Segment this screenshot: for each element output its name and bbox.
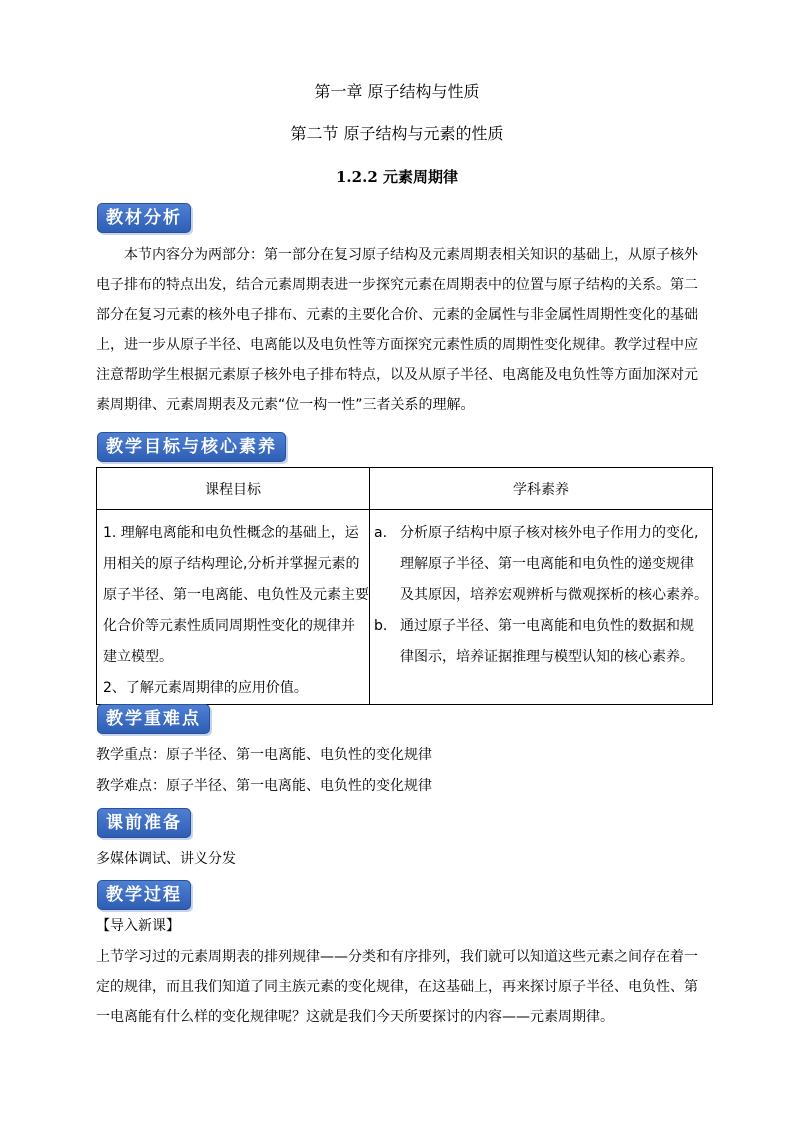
- literacy-line: 理解原子半径、第一电离能和电负性的递变规律: [400, 556, 694, 572]
- intro-paragraph: [96, 942, 700, 1032]
- analysis-badge: 教材分析: [97, 203, 191, 233]
- preparation-badge: 课前准备: [97, 808, 191, 838]
- literacy-line: 律图示，培养证据推理与模型认知的核心素养。: [400, 649, 694, 665]
- list-marker: a.: [374, 525, 388, 541]
- section-title: 第二节 原子结构与元素的性质: [290, 124, 504, 143]
- literacy-line: 通过原子半径、第一电离能和电负性的数据和规: [400, 618, 694, 634]
- teaching-difficulty: 教学难点：原子半径、第一电离能、电负性的变化规律: [96, 778, 432, 794]
- course-goal-line: 原子半径、第一电离能、电负性及元素主要: [103, 587, 369, 603]
- literacy-header: 学科素养: [370, 468, 713, 510]
- teaching-focus: 教学重点：原子半径、第一电离能、电负性的变化规律: [96, 747, 432, 763]
- chapter-title: 第一章 原子结构与性质: [314, 82, 480, 101]
- analysis-line: 上，进一步从原子半径、电离能以及电负性等方面探究元素性质的周期性变化规律。教学过程中应: [96, 337, 698, 353]
- process-badge: 教学过程: [97, 880, 191, 910]
- key-points-badge: 教学重难点: [97, 704, 210, 734]
- literacy-item-a: [374, 518, 708, 549]
- subsection-title: 1.2.2 元素周期律: [336, 168, 458, 186]
- intro-line: 定的规律，而且我们知道了同主族元素的变化规律，在这基础上，再来探讨原子半径、电负性、第: [96, 979, 698, 995]
- course-goal-line: 1. 理解电离能和电负性概念的基础上，运: [103, 525, 359, 541]
- course-goal-line: 2、了解元素周期律的应用价值。: [103, 680, 308, 696]
- goals-badge: 教学目标与核心素养: [97, 432, 286, 462]
- analysis-line: 部分在复习元素的核外电子排布、元素的主要化合价、元素的金属性与非金属性周期性变化的基础: [96, 307, 698, 323]
- course-goals-header: 课程目标: [97, 468, 370, 510]
- literacy-cell: [370, 510, 713, 705]
- list-marker: b.: [374, 618, 388, 634]
- goals-table: [96, 467, 713, 705]
- literacy-line: 及其原因，培养宏观辨析与微观探析的核心素养。: [400, 587, 708, 603]
- course-goal-line: 用相关的原子结构理论,分析并掌握元素的: [103, 556, 360, 572]
- intro-line: 一电离能有什么样的变化规律呢？这就是我们今天所要探讨的内容——元素周期律。: [96, 1009, 614, 1025]
- analysis-line: 素周期律、元素周期表及元素“位一构一性”三者关系的理解。: [96, 397, 475, 413]
- course-goals-cell: [97, 510, 370, 705]
- intro-line: 上节学习过的元素周期表的排列规律——分类和有序排列，我们就可以知道这些元素之间存在着一: [96, 949, 698, 965]
- preparation-text: 多媒体调试、讲义分发: [96, 851, 236, 867]
- course-goal-line: 化合价等元素性质同周期性变化的规律并: [103, 618, 355, 634]
- literacy-line: 分析原子结构中原子核对核外电子作用力的变化,: [400, 525, 699, 541]
- literacy-item-b: [374, 611, 708, 642]
- analysis-paragraph: [96, 240, 700, 420]
- analysis-line: 本节内容分为两部分：第一部分在复习原子结构及元素周期表相关知识的基础上，从原子核外: [124, 247, 698, 263]
- analysis-line: 电子排布的特点出发，结合元素周期表进一步探究元素在周期表中的位置与原子结构的关系。第二: [96, 277, 698, 293]
- analysis-line: 注意帮助学生根据元素原子核外电子排布特点，以及从原子半径、电离能及电负性等方面加深对元: [96, 367, 698, 383]
- course-goal-line: 建立模型。: [103, 649, 173, 665]
- intro-label: 【导入新课】: [96, 918, 180, 934]
